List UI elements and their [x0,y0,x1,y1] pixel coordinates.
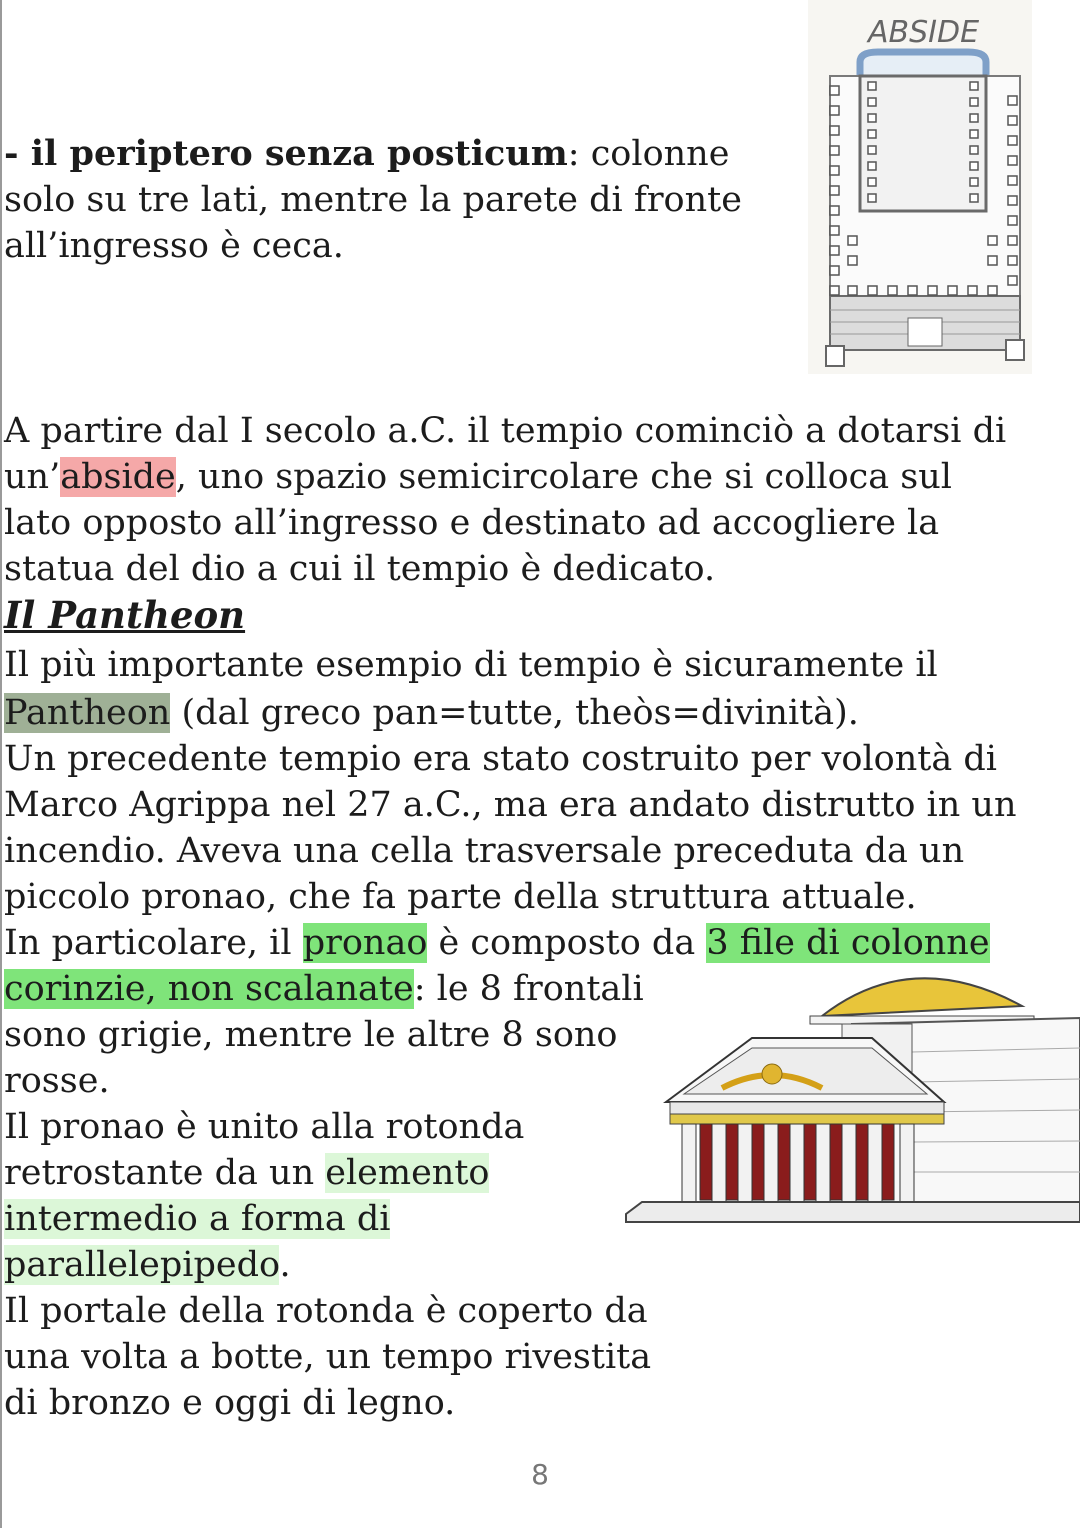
intro-line-2: solo su tre lati, mentre la parete di fronte [4,180,742,220]
apse-floor-plan-figure [808,0,1032,374]
floor-plan-drawing [826,52,1024,366]
pantheon-line-5: incendio. Aveva una cella trasversale preceduta da un [4,831,965,871]
highlight-corinzie: corinzie, non scalanate [4,969,414,1009]
apse-label: ABSIDE [868,15,980,50]
pantheon-line-14: parallelepipedo. [4,1245,291,1285]
pantheon-line-11: Il pronao è unito alla rotonda [4,1107,525,1147]
apse-line-3: lato opposto all’ingresso e destinato ad accogliere la [4,503,940,543]
pantheon-line-9: sono grigie, mentre le altre 8 sono [4,1015,618,1055]
highlight-intermedio: intermedio a forma di [4,1199,391,1239]
intro-bold-term: - il periptero senza posticum [4,133,568,174]
highlight-pronao: pronao [302,923,428,963]
section-title: Il Pantheon [4,593,246,637]
pantheon-line-1: Il più importante esempio di tempio è sicuramente il [4,645,938,685]
highlight-abside: abside [60,457,176,497]
intro-line-1: - il periptero senza posticum: colonne [4,133,730,174]
pantheon-line-15: Il portale della rotonda è coperto da [4,1291,648,1331]
pantheon-line-8: corinzie, non scalanate: le 8 frontali [4,969,644,1009]
apse-line-2: un’abside, uno spazio semicircolare che si colloca sul [4,457,952,497]
page-number: 8 [531,1458,549,1491]
highlight-parallelepipedo: parallelepipedo [4,1245,280,1285]
apse-line-4: statua del dio a cui il tempio è dedicato. [4,549,716,589]
pantheon-drawing [626,978,1080,1222]
apse-line-1: A partire dal I secolo a.C. il tempio cominciò a dotarsi di [4,411,1007,451]
pantheon-line-2: Pantheon (dal greco pan=tutte, theòs=divinità). [4,693,859,733]
highlight-pantheon: Pantheon [4,693,171,733]
pantheon-line-10: rosse. [4,1061,110,1101]
pantheon-line-4: Marco Agrippa nel 27 a.C., ma era andato distrutto in un [4,785,1017,825]
highlight-file-colonne: 3 file di colonne [706,923,990,963]
intro-line-3: all’ingresso è ceca. [4,226,344,266]
pantheon-line-7: In particolare, il pronao è composto da 3 file di colonne [4,923,990,963]
highlight-elemento: elemento [325,1153,490,1193]
pantheon-line-16: una volta a botte, un tempo rivestita [4,1337,652,1377]
pantheon-line-12: retrostante da un elemento [4,1153,490,1193]
pantheon-line-13 [4,1196,390,1243]
pantheon-line-17: di bronzo e oggi di legno. [4,1383,456,1423]
pantheon-illustration [622,952,1080,1228]
page-left-border [0,0,2,1528]
pantheon-line-6: piccolo pronao, che fa parte della struttura attuale. [4,877,917,917]
pantheon-line-3: Un precedente tempio era stato costruito per volontà di [4,739,997,779]
